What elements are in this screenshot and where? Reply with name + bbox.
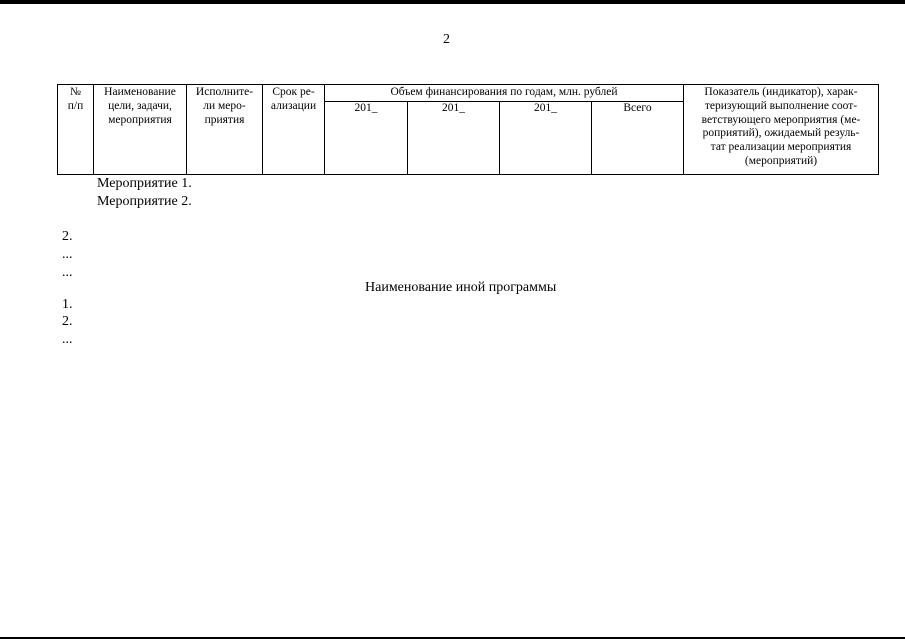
activity-2: Мероприятие 2. (97, 194, 192, 209)
year-total: Всего (592, 101, 684, 174)
other-item-1: 1. (62, 297, 73, 312)
year-1: 201_ (325, 101, 408, 174)
header-executor: Исполните- ли меро- приятия (187, 85, 263, 175)
activity-1: Мероприятие 1. (97, 176, 192, 191)
other-program-title: Наименование иной программы (365, 280, 557, 295)
year-3: 201_ (500, 101, 592, 174)
funding-table (57, 84, 879, 175)
other-item-ellipsis: ... (62, 332, 73, 347)
header-term: Срок ре- ализации (263, 85, 325, 175)
bottom-rule (0, 637, 905, 639)
list-ellipsis-1: ... (62, 247, 73, 262)
year-2: 201_ (408, 101, 500, 174)
top-rule (0, 0, 905, 4)
header-indicator: Показатель (индикатор), харак- теризующий выполнение соот- ветствующего мероприятия (ме- роприятий), ожидаемый резуль- тат реализации мероприятия (мероприятий) (684, 85, 879, 175)
page-number: 2 (443, 32, 450, 47)
other-item-2: 2. (62, 314, 73, 329)
list-item-2: 2. (62, 229, 73, 244)
list-ellipsis-2: ... (62, 265, 73, 280)
header-number: № п/п (58, 85, 94, 175)
header-name: Наименование цели, задачи, мероприятия (94, 85, 187, 175)
header-funding: Объем финансирования по годам, млн. рублей (325, 85, 684, 102)
